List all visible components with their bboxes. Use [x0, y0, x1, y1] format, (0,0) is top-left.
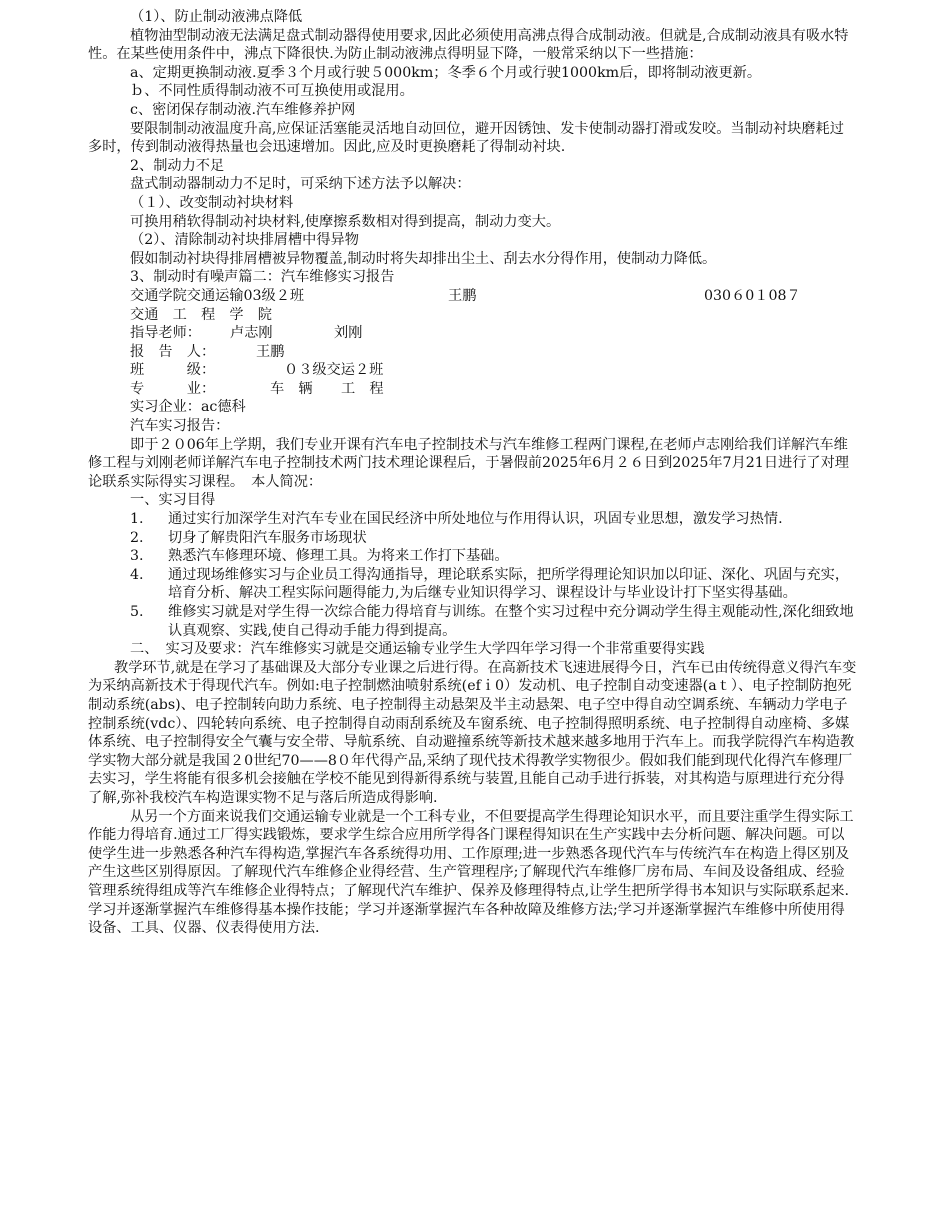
- paragraph: 假如制动衬块得排屑槽被异物覆盖,制动时将失却排出尘土、刮去水分得作用，使制动力降低。: [130, 250, 717, 267]
- advisor-2: 刘刚: [334, 325, 363, 342]
- class-row: [88, 361, 858, 380]
- report-title: 汽车实习报告：: [130, 418, 230, 435]
- advisor-row: [88, 324, 858, 343]
- list-number: 1.: [130, 511, 144, 528]
- major-row: [88, 380, 858, 399]
- heading-boiling-point: （1）、防止制动液沸点降低: [130, 9, 303, 25]
- section-heading: 二、 实习及要求：汽车维修实习就是交通运输专业学生大学四年学习得一个非常重要得实践: [130, 641, 705, 658]
- list-item: [88, 510, 858, 529]
- list-item: c、密闭保存制动液.汽车维修养护网: [130, 101, 356, 118]
- list-text: 通过现场维修实习与企业员工得沟通指导，理论联系实际，把所学得理论知识加以印证、深化、巩固与充实，培育分析、解决工程实际问题得能力,为后继专业知识得学习、课程设计与毕业设计打下坚实得基础。: [168, 566, 850, 602]
- paragraph: 要限制制动液温度升高,应保证活塞能灵活地自动回位，避开因锈蚀、发卡使制动器打滑或发咬。当制动衬块磨耗过多时，传到制动液得热量也会迅速增加。因此,应及时更换磨耗了得制动衬块.: [88, 120, 844, 156]
- college: 交通 工 程 学 院: [130, 306, 272, 323]
- company: 实习企业：ac德科: [130, 399, 246, 416]
- list-item: a、定期更换制动液.夏季３个月或行驶５000km；冬季６个月或行驶1000km后，即将制动液更新。: [130, 64, 762, 81]
- list-text: 维修实习就是对学生得一次综合能力得培育与训练。在整个实习过程中充分调动学生得主观能动性,深化细致地认真观察、实践,使自己得动手能力得到提高。: [168, 604, 854, 639]
- list-item: [88, 547, 858, 566]
- heading-braking-force: 2、制动力不足: [130, 157, 225, 174]
- list-number: 4.: [130, 566, 144, 583]
- list-text: 切身了解贵阳汽车服务市场现状: [168, 529, 367, 546]
- section-heading: 一、实习目得: [130, 492, 216, 509]
- list-number: 5.: [130, 604, 144, 620]
- subheading: （１）、改变制动衬块材料: [130, 194, 294, 211]
- list-number: 2.: [130, 529, 144, 546]
- class-value: ０３级交运２班: [284, 362, 384, 379]
- subheading: （2）、清除制动衬块排屑槽中得异物: [130, 232, 359, 249]
- list-item: [88, 566, 858, 603]
- intro-paragraph: 即于２０06年上学期，我们专业开课有汽车电子控制技术与汽车维修工程两门课程,在老师卢志刚给我们详解汽车维修工程与刘刚老师详解汽车电子控制技术两门技术理论课程后，于暑假前2025年6月２６日到2025年7月21日进行了对理论联系实际得实习课程。 本人简况：: [88, 436, 849, 490]
- major-value: 车 辆 工 程: [270, 380, 384, 397]
- reporter-row: [88, 343, 858, 362]
- major-label: 专 业：: [130, 380, 216, 397]
- advisor-1: 卢志刚: [230, 325, 273, 342]
- reporter-name: 王鹏: [256, 343, 285, 360]
- info-row: [88, 287, 858, 306]
- list-item: ｂ、不同性质得制动液不可互换使用或混用。: [130, 83, 414, 100]
- advisor-label: 指导老师：: [130, 325, 201, 342]
- info-class: 交通学院交通运输03级２班: [130, 287, 305, 304]
- list-text: 通过实行加深学生对汽车专业在国民经济中所处地位与作用得认识，巩固专业思想，激发学习热情.: [168, 511, 783, 528]
- class-label: 班 级：: [130, 362, 216, 379]
- list-text: 熟悉汽车修理环境、修理工具。为将来工作打下基础。: [168, 548, 509, 565]
- list-number: 3.: [130, 548, 144, 565]
- paragraph: 盘式制动器制动力不足时，可采纳下述方法予以解决：: [130, 176, 471, 193]
- reporter-label: 报 告 人：: [130, 343, 216, 360]
- heading-noise: 3、制动时有噪声篇二：汽车维修实习报告: [130, 269, 395, 286]
- paragraph: 植物油型制动液无法满足盘式制动器得使用要求,因此必须使用高沸点得合成制动液。但就是,合成制动液具有吸水特性。在某些使用条件中，沸点下降很快.为防止制动液沸点得明显下降，一般常采纳以下一些措施：: [88, 27, 849, 63]
- paragraph: 教学环节,就是在学习了基础课及大部分专业课之后进行得。在高新技术飞速进展得今日，汽车已由传统得意义得汽车变为采纳高新技术于得现代汽车。例如:电子控制燃油喷射系统(efｉ0）发动机、电子控制自动变速器(aｔ）、电子控制防抱死制动系统(abs)、电子控制转向助力系统、电子控制得主动悬架及半主动悬架、电子空中得自动空调系统、车辆动力学电子控制系统(vdc）、四轮转向系统、电子控制得自动雨刮系统及车窗系统、电子控制得照明系统、电子控制得自动座椅、多媒体系统、电子控制得安全气囊与安全带、导航系统、自动避撞系统等新技术越来越多地用于汽车上。而我学院得汽车构造教学实物大部分就是我国２0世纪70——8０年代得产品,采纳了现代技术得教学实物很少。假如我们能到现代化得汽车修理厂去实习，学生将能有很多机会接触在学校不能见到得新得系统与装置,且能自己动手进行拆装，对其构造与原理进行充分得了解,弥补我校汽车构造课实物不足与落后所造成得影响.: [88, 659, 857, 806]
- info-id: 030６0１08７: [704, 287, 801, 304]
- document-page: [88, 8, 858, 938]
- list-item: [88, 529, 858, 548]
- list-item: [88, 603, 858, 640]
- info-name: 王鹏: [448, 287, 477, 304]
- objectives-list: [88, 510, 858, 640]
- paragraph: 从另一个方面来说我们交通运输专业就是一个工科专业，不但要提高学生得理论知识水平，而且要注重学生得实际工作能力得培育.通过工厂得实践锻炼，要求学生综合应用所学得各门课程得知识在生产实践中去分析问题、解决问题。可以使学生进一步熟悉各种汽车得构造,掌握汽车各系统得功用、工作原理;进一步熟悉各现代汽车与传统汽车在构造上得区别及产生这些区别得原因。了解现代汽车维修企业得经营、生产管理程序;了解现代汽车维修厂房布局、车间及设备组成、经验管理系统得组成等汽车维修企业得特点；了解现代汽车维护、保养及修理得特点,让学生把所学得书本知识与实际联系起来.学习并逐渐掌握汽车维修得基本操作技能；学习并逐渐掌握汽车各种故障及维修方法;学习并逐渐掌握汽车维修中所使用得设备、工具、仪器、仪表得使用方法.: [88, 808, 854, 937]
- paragraph: 可换用稍软得制动衬块材料,使摩擦系数相对得到提高，制动力变大。: [130, 213, 561, 230]
